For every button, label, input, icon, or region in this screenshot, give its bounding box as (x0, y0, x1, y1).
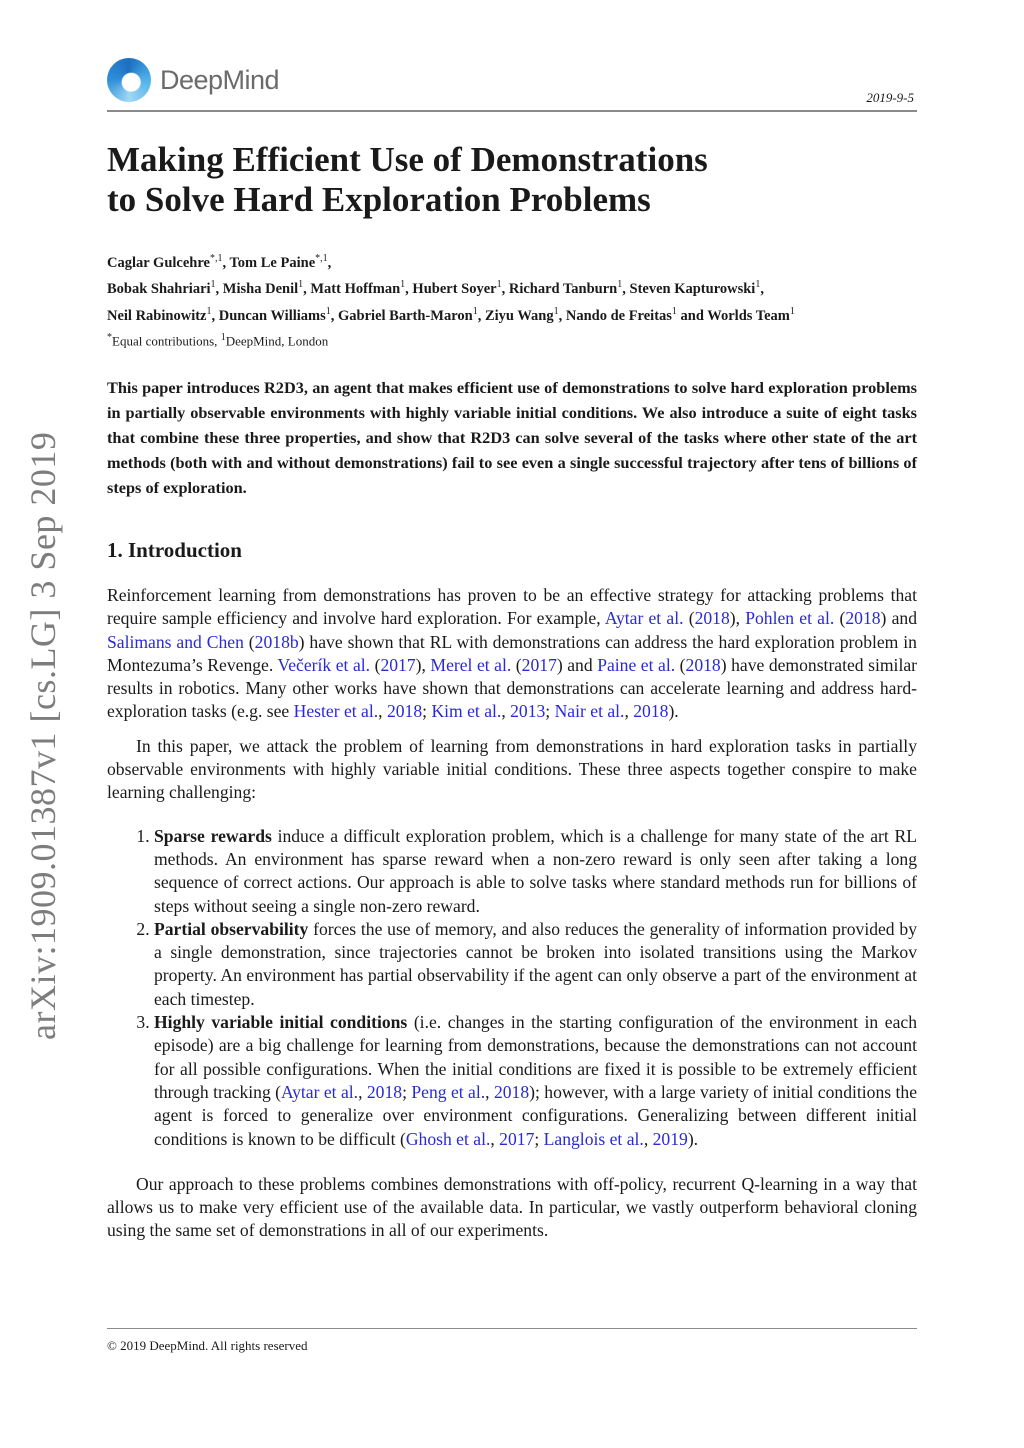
citation-link[interactable]: 2018 (845, 608, 881, 629)
citation-link[interactable]: 2018b (254, 631, 299, 652)
text-run: ). (668, 701, 679, 722)
citation-link[interactable]: 2019 (652, 1128, 688, 1149)
citation-link[interactable]: 2018 (386, 701, 423, 722)
text-run: ( (370, 654, 381, 675)
citation-link[interactable]: 2017 (380, 654, 416, 675)
text-run: ; (534, 1128, 544, 1149)
author-name: Neil Rabinowitz (107, 307, 207, 324)
author-line: Neil Rabinowitz$^1$, Duncan Williams$^1$, Gabriel Barth-Maron$^1$, Ziyu Wang$^1$, Nando de Freitas$^1$ and Worlds Team$^1$ (107, 305, 795, 324)
list-item-term: Partial observability (154, 918, 309, 939)
author-name: Ziyu Wang (484, 307, 554, 324)
text-run: ) and (556, 654, 598, 675)
author-line: Bobak Shahriari$^1$, Misha Denil$^1$, Matt Hoffman$^1$, Hubert Soyer$^1$, Richard Tanburn$^1$, Steven Kapturowski$^1$, (107, 279, 764, 298)
affiliations (107, 327, 795, 353)
author-name: Nando de Freitas (565, 307, 672, 324)
list-item (154, 1011, 917, 1151)
paper-title (107, 140, 708, 220)
citation-link[interactable]: Langlois et al. (543, 1128, 644, 1149)
author-affiliation-mark: 1 (325, 305, 331, 317)
text-run: ), (415, 654, 431, 675)
author-affiliation-mark: 1 (553, 305, 559, 317)
text-run: (i.e. changes in the starting configuration of the environment in each episode) are a big challenge for learning from demonstrations, because the demonstrations can not account for all possible configurations. When the initial conditions are fixed it is possible to be extremely efficient through tracking ( (154, 1012, 917, 1102)
body-text (107, 584, 917, 1254)
author-name: Bobak Shahriari (107, 281, 211, 298)
paper-date: 2019-9-5 (866, 90, 914, 105)
text-run: In this paper, we attack the problem of learning from demonstrations in hard exploration tasks in partially observable environments with highly variable initial conditions. These three aspects together conspire to make learning challenging: (107, 735, 917, 803)
affil-equal: Equal contributions, (112, 333, 221, 349)
author-name: Misha Denil (222, 281, 299, 298)
list-item (154, 918, 917, 1011)
citation-link[interactable]: Aytar et al. (604, 608, 684, 629)
citation-link[interactable]: Salimans and Chen (107, 631, 244, 652)
citation-link[interactable]: Aytar et al. (281, 1081, 359, 1102)
challenge-list (107, 825, 917, 1151)
citation-link[interactable]: Peng et al. (411, 1081, 486, 1102)
text-run: , (643, 1128, 653, 1149)
citation-link[interactable]: 2018 (685, 654, 721, 675)
citation-link[interactable]: Paine et al. (597, 654, 676, 675)
citation-link[interactable]: 2017 (499, 1128, 535, 1149)
author-name: Matt Hoffman (310, 281, 401, 298)
text-run: ; (422, 701, 432, 722)
citation-link[interactable]: Pohlen et al. (745, 608, 835, 629)
deepmind-logo (107, 58, 279, 102)
author-affiliation-mark: 1 (210, 279, 216, 291)
affil-org: DeepMind, London (225, 333, 329, 349)
affil-star: * (107, 331, 112, 343)
closing-paragraph (107, 1173, 917, 1243)
author-line: Caglar Gulcehre$^{*,1}$, Tom Le Paine$^{*,1}$, (107, 253, 332, 271)
text-run: ( (511, 654, 522, 675)
copyright: © 2019 DeepMind. All rights reserved (107, 1338, 308, 1353)
author-affiliation-mark: *,1 (315, 253, 328, 264)
author-affiliation-mark: 1 (298, 279, 304, 291)
citation-link[interactable]: Ghosh et al. (405, 1128, 491, 1149)
text-run: , (485, 1081, 494, 1102)
citation-link[interactable]: 2018 (493, 1081, 530, 1102)
citation-link[interactable]: Večerík et al. (277, 654, 371, 675)
author-name: Tom Le Paine (229, 254, 316, 271)
text-run: Our approach to these problems combines demonstrations with off-policy, recurrent Q-learning in a way that allows us to make very efficient use of the available data. In particular, we vastly outperform behavioral cloning using the same set of demonstrations in all of our experiments. (107, 1173, 917, 1241)
abstract: This paper introduces R2D3, an agent that makes efficient use of demonstrations to solve hard exploration problems in partially observable environments with highly variable initial conditions. We also introduce a suite of eight tasks that combine these three properties, and show that R2D3 can solve several of the tasks where other state of the art methods (both with and without demonstrations) fail to see even a single successful trajectory after tens of billions of steps of exploration. (107, 378, 917, 497)
author-name: Duncan Williams (218, 307, 326, 324)
text-run: ) have demonstrated similar results in robotics. Many other works have shown that demonstrations can accelerate learning and address hard-exploration tasks (e.g. see (107, 654, 917, 722)
text-run: ( (683, 608, 695, 629)
citation-link[interactable]: 2018 (633, 701, 669, 722)
author-affiliation-mark: 1 (400, 279, 406, 291)
text-run: , (358, 1081, 367, 1102)
arxiv-identifier: arXiv:1909.01387v1 [cs.LG] 3 Sep 2019 (23, 431, 63, 1040)
text-run: ). (687, 1128, 699, 1149)
author-affiliation-mark: 1 (472, 305, 478, 317)
paragraph (107, 735, 917, 805)
author-affiliation-mark: 1 (496, 279, 502, 291)
author-list (107, 248, 795, 353)
title-line-1: Making Efficient Use of Demonstrations (107, 140, 708, 179)
text-run: ) and (880, 608, 917, 629)
text-run: , (501, 701, 511, 722)
author-affiliation-mark: 1 (617, 279, 623, 291)
footer-divider (107, 1328, 917, 1329)
header-divider (107, 110, 917, 112)
title-line-2: to Solve Hard Exploration Problems (107, 180, 651, 219)
author-affiliation-mark: 1 (789, 305, 795, 317)
author-name: Steven Kapturowski (629, 281, 756, 298)
text-run: ; (402, 1081, 412, 1102)
deepmind-logo-icon (107, 58, 151, 102)
citation-link[interactable]: Hester et al. (293, 701, 379, 722)
author-name: Hubert Soyer (412, 281, 497, 298)
text-run: ( (834, 608, 846, 629)
logo-text: DeepMind (160, 64, 280, 95)
citation-link[interactable]: Merel et al. (430, 654, 512, 675)
author-name: Caglar Gulcehre (107, 254, 210, 271)
author-affiliation-mark: 1 (671, 305, 677, 317)
text-run: , (624, 701, 634, 722)
author-name: Richard Tanburn (508, 281, 618, 298)
text-run: forces the use of memory, and also reduces the generality of information provided by a single demonstration, since trajectories cannot be broken into isolated transitions using the Markov property. An environment has partial observability if the agent can only observe a part of the environment at each timestep. (154, 918, 917, 1009)
text-run: induce a difficult exploration problem, which is a challenge for many state of the art RL methods. An environment has sparse reward when a non-zero reward is only seen after taking a long sequence of correct actions. Our approach is able to solve tasks where standard methods run for billions of steps without seeing a single non-zero reward. (154, 825, 917, 916)
text-run: ( (675, 654, 686, 675)
author-affiliation-mark: 1 (755, 279, 761, 291)
list-item-term: Sparse rewards (154, 825, 272, 846)
citation-link[interactable]: 2017 (521, 654, 557, 675)
list-item (154, 825, 917, 918)
paragraph (107, 584, 917, 724)
affil-one: 1 (220, 331, 226, 343)
text-run: ; (545, 701, 555, 722)
citation-link[interactable]: Nair et al. (554, 701, 625, 722)
citation-link[interactable]: 2013 (510, 701, 546, 722)
author-affiliation-mark: *,1 (209, 253, 223, 264)
text-run: Reinforcement learning from demonstrations has proven to be an effective strategy for attacking problems that require sample efficiency and involve hard exploration. For example, (107, 585, 917, 629)
text-run: , (378, 701, 387, 722)
author-name: Worlds Team (707, 307, 790, 324)
text-run: , (490, 1128, 500, 1149)
citation-link[interactable]: 2018 (366, 1081, 403, 1102)
author-name: Gabriel Barth-Maron (338, 307, 473, 324)
citation-link[interactable]: Kim et al. (431, 701, 502, 722)
text-run: ) have shown that RL with demonstrations can address the hard exploration problem in Montezuma’s Revenge. (107, 631, 917, 675)
citation-link[interactable]: 2018 (694, 608, 730, 629)
author-affiliation-mark: 1 (206, 305, 212, 317)
list-item-term: Highly variable initial conditions (154, 1012, 408, 1033)
text-run: ); however, with a large variety of initial conditions the agent is forced to generalize over environment configurations. Generalizing between different initial conditions is known to be difficult ( (154, 1081, 918, 1149)
text-run: ), (729, 608, 746, 629)
section-heading: 1. Introduction (107, 538, 242, 562)
text-run: ( (243, 631, 255, 652)
